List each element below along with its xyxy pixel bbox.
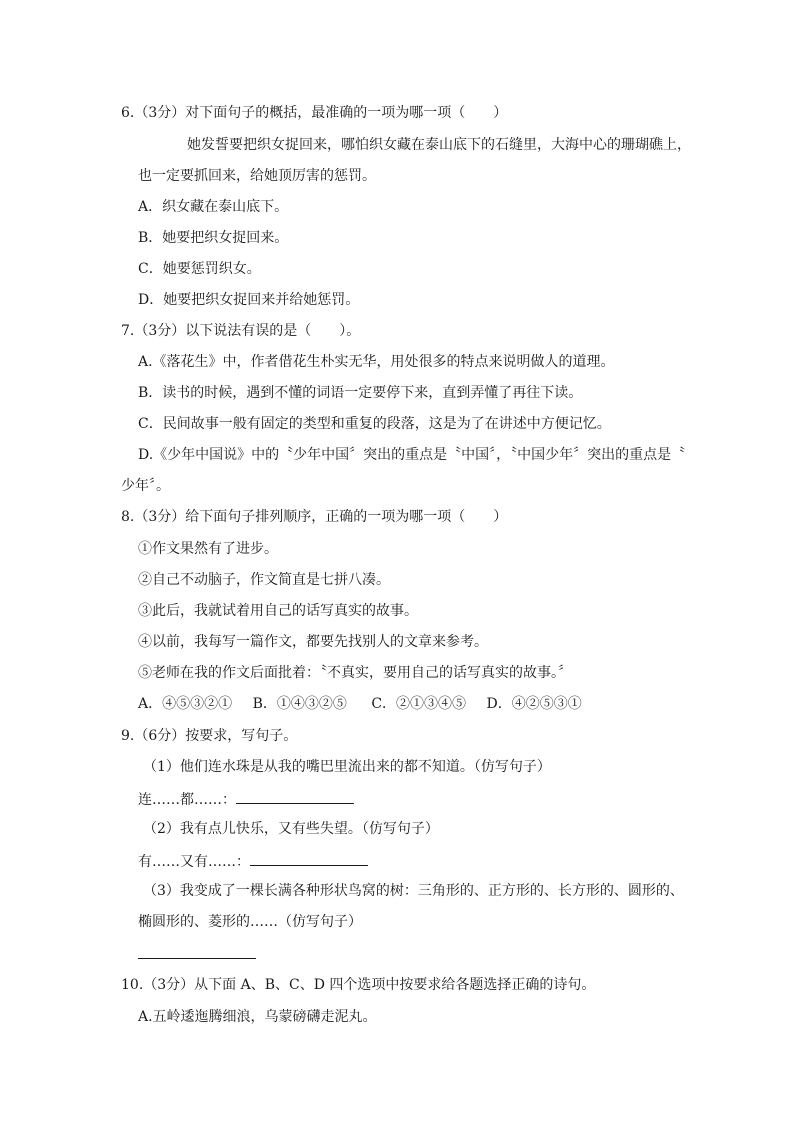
q9-sub2-answer-blank[interactable] — [250, 851, 368, 866]
q7-stem: 7.（3分）以下说法有误的是（ ）。 — [121, 323, 361, 339]
q7-option-d: D.《少年中国说》中的〝少年中国〞突出的重点是〝中国〞，〝中国少年〞突出的重点是〝 — [138, 447, 686, 463]
q9-sub1: （1）他们连水珠是从我的嘴巴里流出来的都不知道。（仿写句子） — [143, 759, 551, 775]
q7-option-b: B．读书的时候，遇到不懂的词语一定要停下来，直到弄懂了再往下读。 — [138, 385, 583, 401]
q10-stem: 10.（3分）从下面 A、B、C、D 四个选项中按要求给各题选择正确的诗句。 — [121, 977, 596, 993]
q9-sub1-prompt: 连……都……： — [138, 792, 236, 808]
q9-sub3-line1: （3）我变成了一棵长满各种形状鸟窝的树：三角形的、正方形的、长方形的、圆形的、 — [143, 883, 684, 899]
q6-option-b: B．她要把织女捉回来。 — [138, 230, 289, 246]
q8-choices — [138, 695, 598, 713]
q8-choice-d: D．④②⑤③① — [486, 696, 582, 712]
q9-stem: 9.（6分）按要求，写句子。 — [121, 728, 298, 744]
q8-stem: 8.（3分）给下面句子排列顺序，正确的一项为哪一项（ ） — [121, 509, 508, 525]
q7-option-a: A.《落花生》中，作者借花生朴实无华，用处很多的特点来说明做人的道理。 — [138, 354, 615, 370]
q8-sentence-5: ⑤老师在我的作文后面批着：〝不真实，要用自己的话写真实的故事。〞 — [138, 665, 572, 681]
q6-stem: 6.（3分）对下面句子的概括，最准确的一项为哪一项（ ） — [121, 105, 508, 121]
q8-sentence-3: ③此后，我就试着用自己的话写真实的故事。 — [138, 603, 418, 619]
q9-sub2-prompt: 有……又有……： — [138, 854, 250, 870]
q9-sub3-answer-blank[interactable] — [138, 958, 256, 959]
q10-option-a: A.五岭逶迤腾细浪，乌蒙磅礴走泥丸。 — [138, 1009, 377, 1025]
q8-sentence-4: ④以前，我每写一篇作文，都要先找别人的文章来参考。 — [138, 634, 488, 650]
q8-choice-c: C．②①③④⑤ — [371, 696, 467, 712]
q6-option-c: C．她要惩罚织女。 — [138, 261, 261, 277]
q6-option-a: A．织女藏在泰山底下。 — [138, 199, 289, 215]
q8-sentence-1: ①作文果然有了进步。 — [138, 541, 278, 557]
q8-sentence-2: ②自己不动脑子，作文简直是七拼八凑。 — [138, 572, 390, 588]
q6-passage-line2: 也一定要抓回来，给她顶厉害的惩罚。 — [138, 168, 376, 184]
q9-sub1-answer-blank[interactable] — [236, 789, 354, 804]
q9-sub2-answer-row — [138, 851, 368, 871]
q9-sub3-line2: 椭圆形的、菱形的……（仿写句子） — [138, 914, 362, 930]
q7-option-c: C．民间故事一般有固定的类型和重复的段落，这是为了在讲述中方便记忆。 — [138, 416, 611, 432]
q8-choice-b: B．①④③②⑤ — [252, 696, 347, 712]
q8-choice-a: A．④⑤③②① — [138, 696, 233, 712]
q6-option-d: D．她要把织女捉回来并给她惩罚。 — [138, 292, 360, 308]
q9-sub2: （2）我有点儿快乐，又有些失望。（仿写句子） — [143, 821, 439, 837]
q9-sub1-answer-row — [138, 789, 354, 809]
q6-passage-line1: 她发誓要把织女捉回来，哪怕织女藏在泰山底下的石缝里，大海中心的珊瑚礁上， — [187, 137, 691, 153]
q7-option-d-continued: 少年〞。 — [121, 478, 170, 494]
